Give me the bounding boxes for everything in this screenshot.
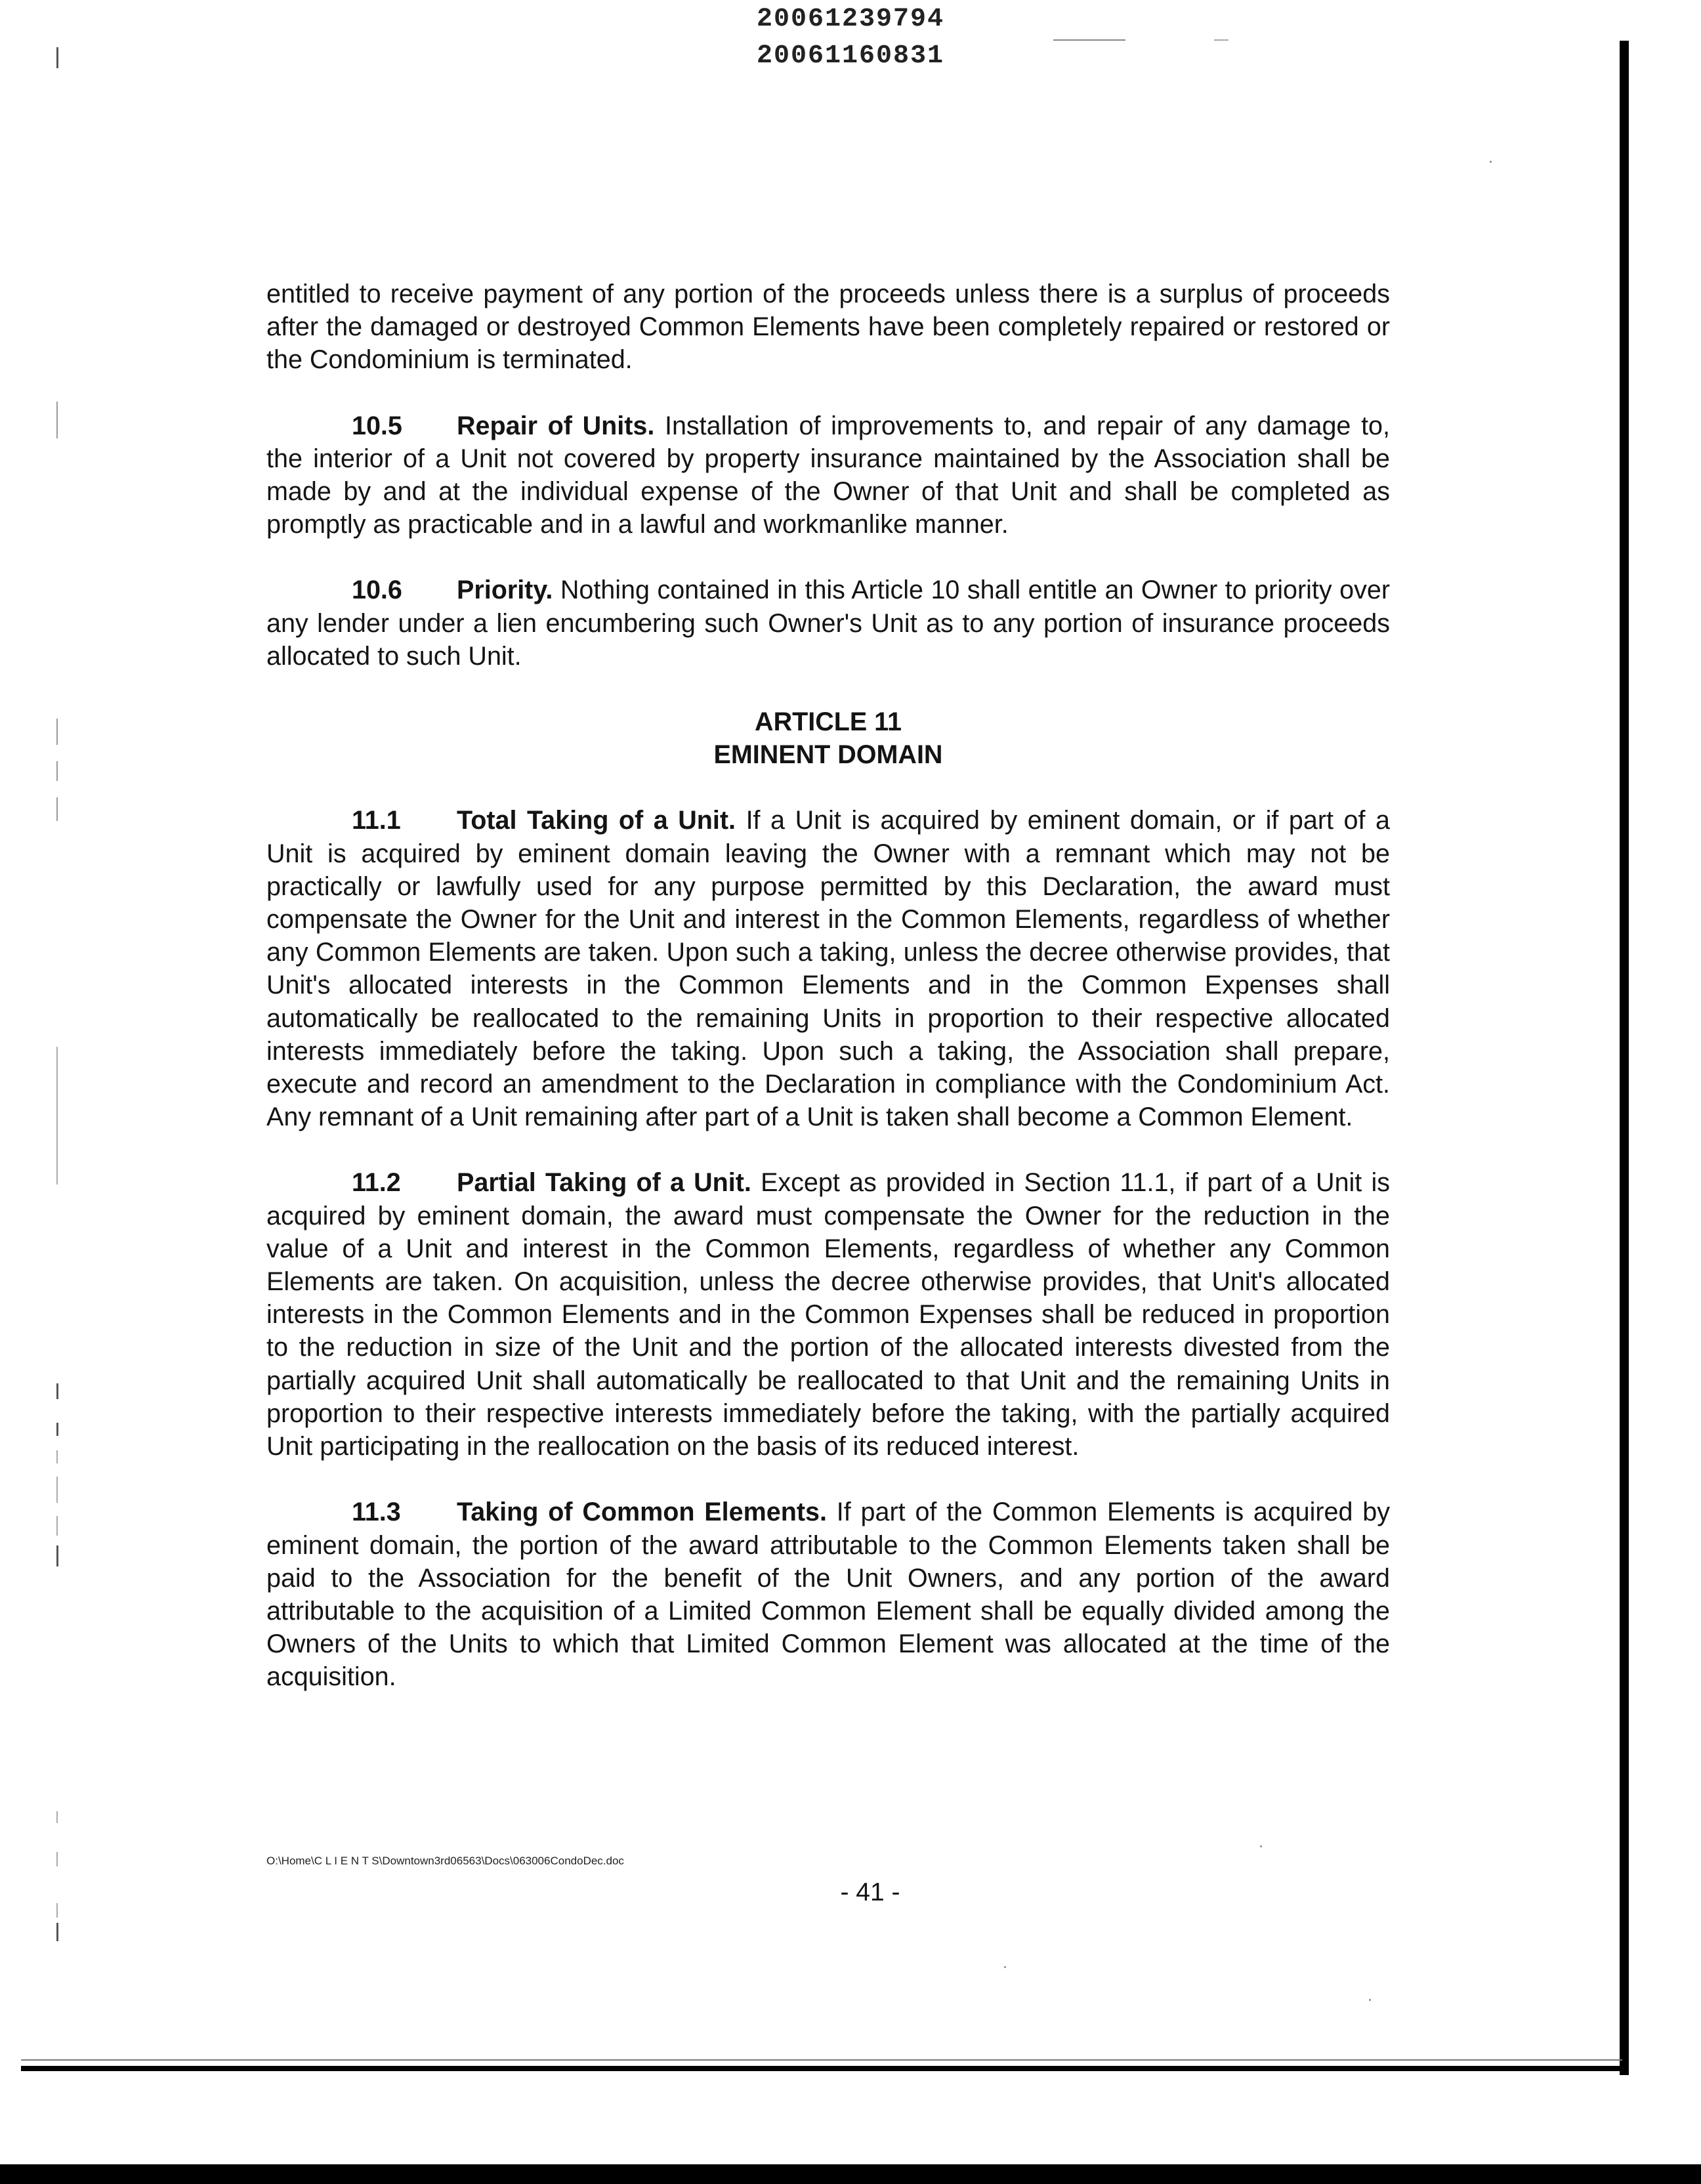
scan-mark xyxy=(1053,39,1125,41)
document-body xyxy=(266,278,1390,1694)
section-text: Installation of improvements to, and repair of any damage to, the interior of a Unit not covered by property insurance maintained by the Association shall be made by and at the individual expense of the Owner of that Unit and shall be completed as promptly as practicable and in a lawful and workmanlike manner. xyxy=(266,411,1390,539)
doc-number-1: 20061239794 xyxy=(756,5,945,34)
section-number: 11.2 xyxy=(352,1168,401,1198)
section-number: 11.1 xyxy=(352,806,401,835)
section-11-1 xyxy=(266,804,1390,1133)
section-11-2 xyxy=(266,1166,1390,1463)
page-number: - 41 - xyxy=(840,1878,900,1906)
section-10-6 xyxy=(266,574,1390,673)
scan-border-line xyxy=(21,2059,1622,2061)
section-title: Total Taking of a Unit. xyxy=(457,806,736,835)
footer-file-path: O:\Home\C L I E N T S\Downtown3rd06563\Docs\063006CondoDec.doc xyxy=(266,1855,624,1867)
article-heading: ARTICLE 11 xyxy=(755,707,902,737)
scan-border-right xyxy=(1620,41,1629,2075)
section-11-3 xyxy=(266,1496,1390,1693)
section-number: 10.5 xyxy=(352,411,402,440)
section-title: Repair of Units. xyxy=(457,411,655,440)
section-text: If a Unit is acquired by eminent domain, or if part of a Unit is acquired by eminent domain leaving the Owner with a remnant which may not be practically or lawfully used for any purpose permitted by this Declaration, the award must compensate the Owner for the Unit and interest in the Common Elements, regardless of whether any Common Elements are taken. Upon such a taking, unless the decree otherwise provides, that Unit's allocated interests in the Common Elements and in the Common Expenses shall automatically be reallocated to the remaining Units in proportion to their respective allocated interests immediately before the taking. Upon such a taking, the Association shall prepare, execute and record an amendment to the Declaration in compliance with the Condominium Act. Any remnant of a Unit remaining after part of a Unit is taken shall become a Common Element. xyxy=(266,806,1390,1132)
section-title: Partial Taking of a Unit. xyxy=(457,1168,751,1198)
article-subheading: EMINENT DOMAIN xyxy=(713,740,943,770)
scan-border-bottom xyxy=(21,2066,1629,2071)
section-text: Nothing contained in this Article 10 shall entitle an Owner to priority over any lender under a lien encumbering such Owner's Unit as to any portion of insurance proceeds allocated to such Unit. xyxy=(266,576,1390,671)
section-number: 11.3 xyxy=(352,1498,401,1527)
section-text: Except as provided in Section 11.1, if part of a Unit is acquired by eminent domain, the award must compensate the Owner for the reduction in the value of a Unit and interest in the Common Elements, regardless of whether any Common Elements are taken. On acquisition, unless the decree otherwise provides, that Unit's allocated interests in the Common Elements and in the Common Expenses shall be reduced in proportion to the reduction in size of the Unit and the portion of the allocated interests divested from the partially acquired Unit shall automatically be reallocated to that Unit and the remaining Units in proportion to their respective interests immediately before the taking, with the partially acquired Unit participating in the reallocation on the basis of its reduced interest. xyxy=(266,1168,1390,1461)
section-text: If part of the Common Elements is acquired by eminent domain, the portion of the award attributable to the Common Elements taken shall be paid to the Association for the benefit of the Unit Owners, and any portion of the award attributable to the acquisition of a Limited Common Element shall be equally divided among the Owners of the Units to which that Limited Common Element was allocated at the time of the acquisition. xyxy=(266,1498,1390,1692)
recording-numbers xyxy=(0,1,1701,75)
scan-mark xyxy=(1214,39,1228,41)
doc-number-2: 20061160831 xyxy=(756,41,945,71)
section-number: 10.6 xyxy=(352,576,402,605)
continuation-paragraph: entitled to receive payment of any portion of the proceeds unless there is a surplus of proceeds after the damaged or destroyed Common Elements have been completely repaired or restored or the Condominium is terminated. xyxy=(266,280,1390,375)
section-title: Taking of Common Elements. xyxy=(457,1498,827,1527)
section-title: Priority. xyxy=(457,576,553,605)
section-10-5 xyxy=(266,410,1390,541)
scan-edge xyxy=(0,2164,1701,2184)
